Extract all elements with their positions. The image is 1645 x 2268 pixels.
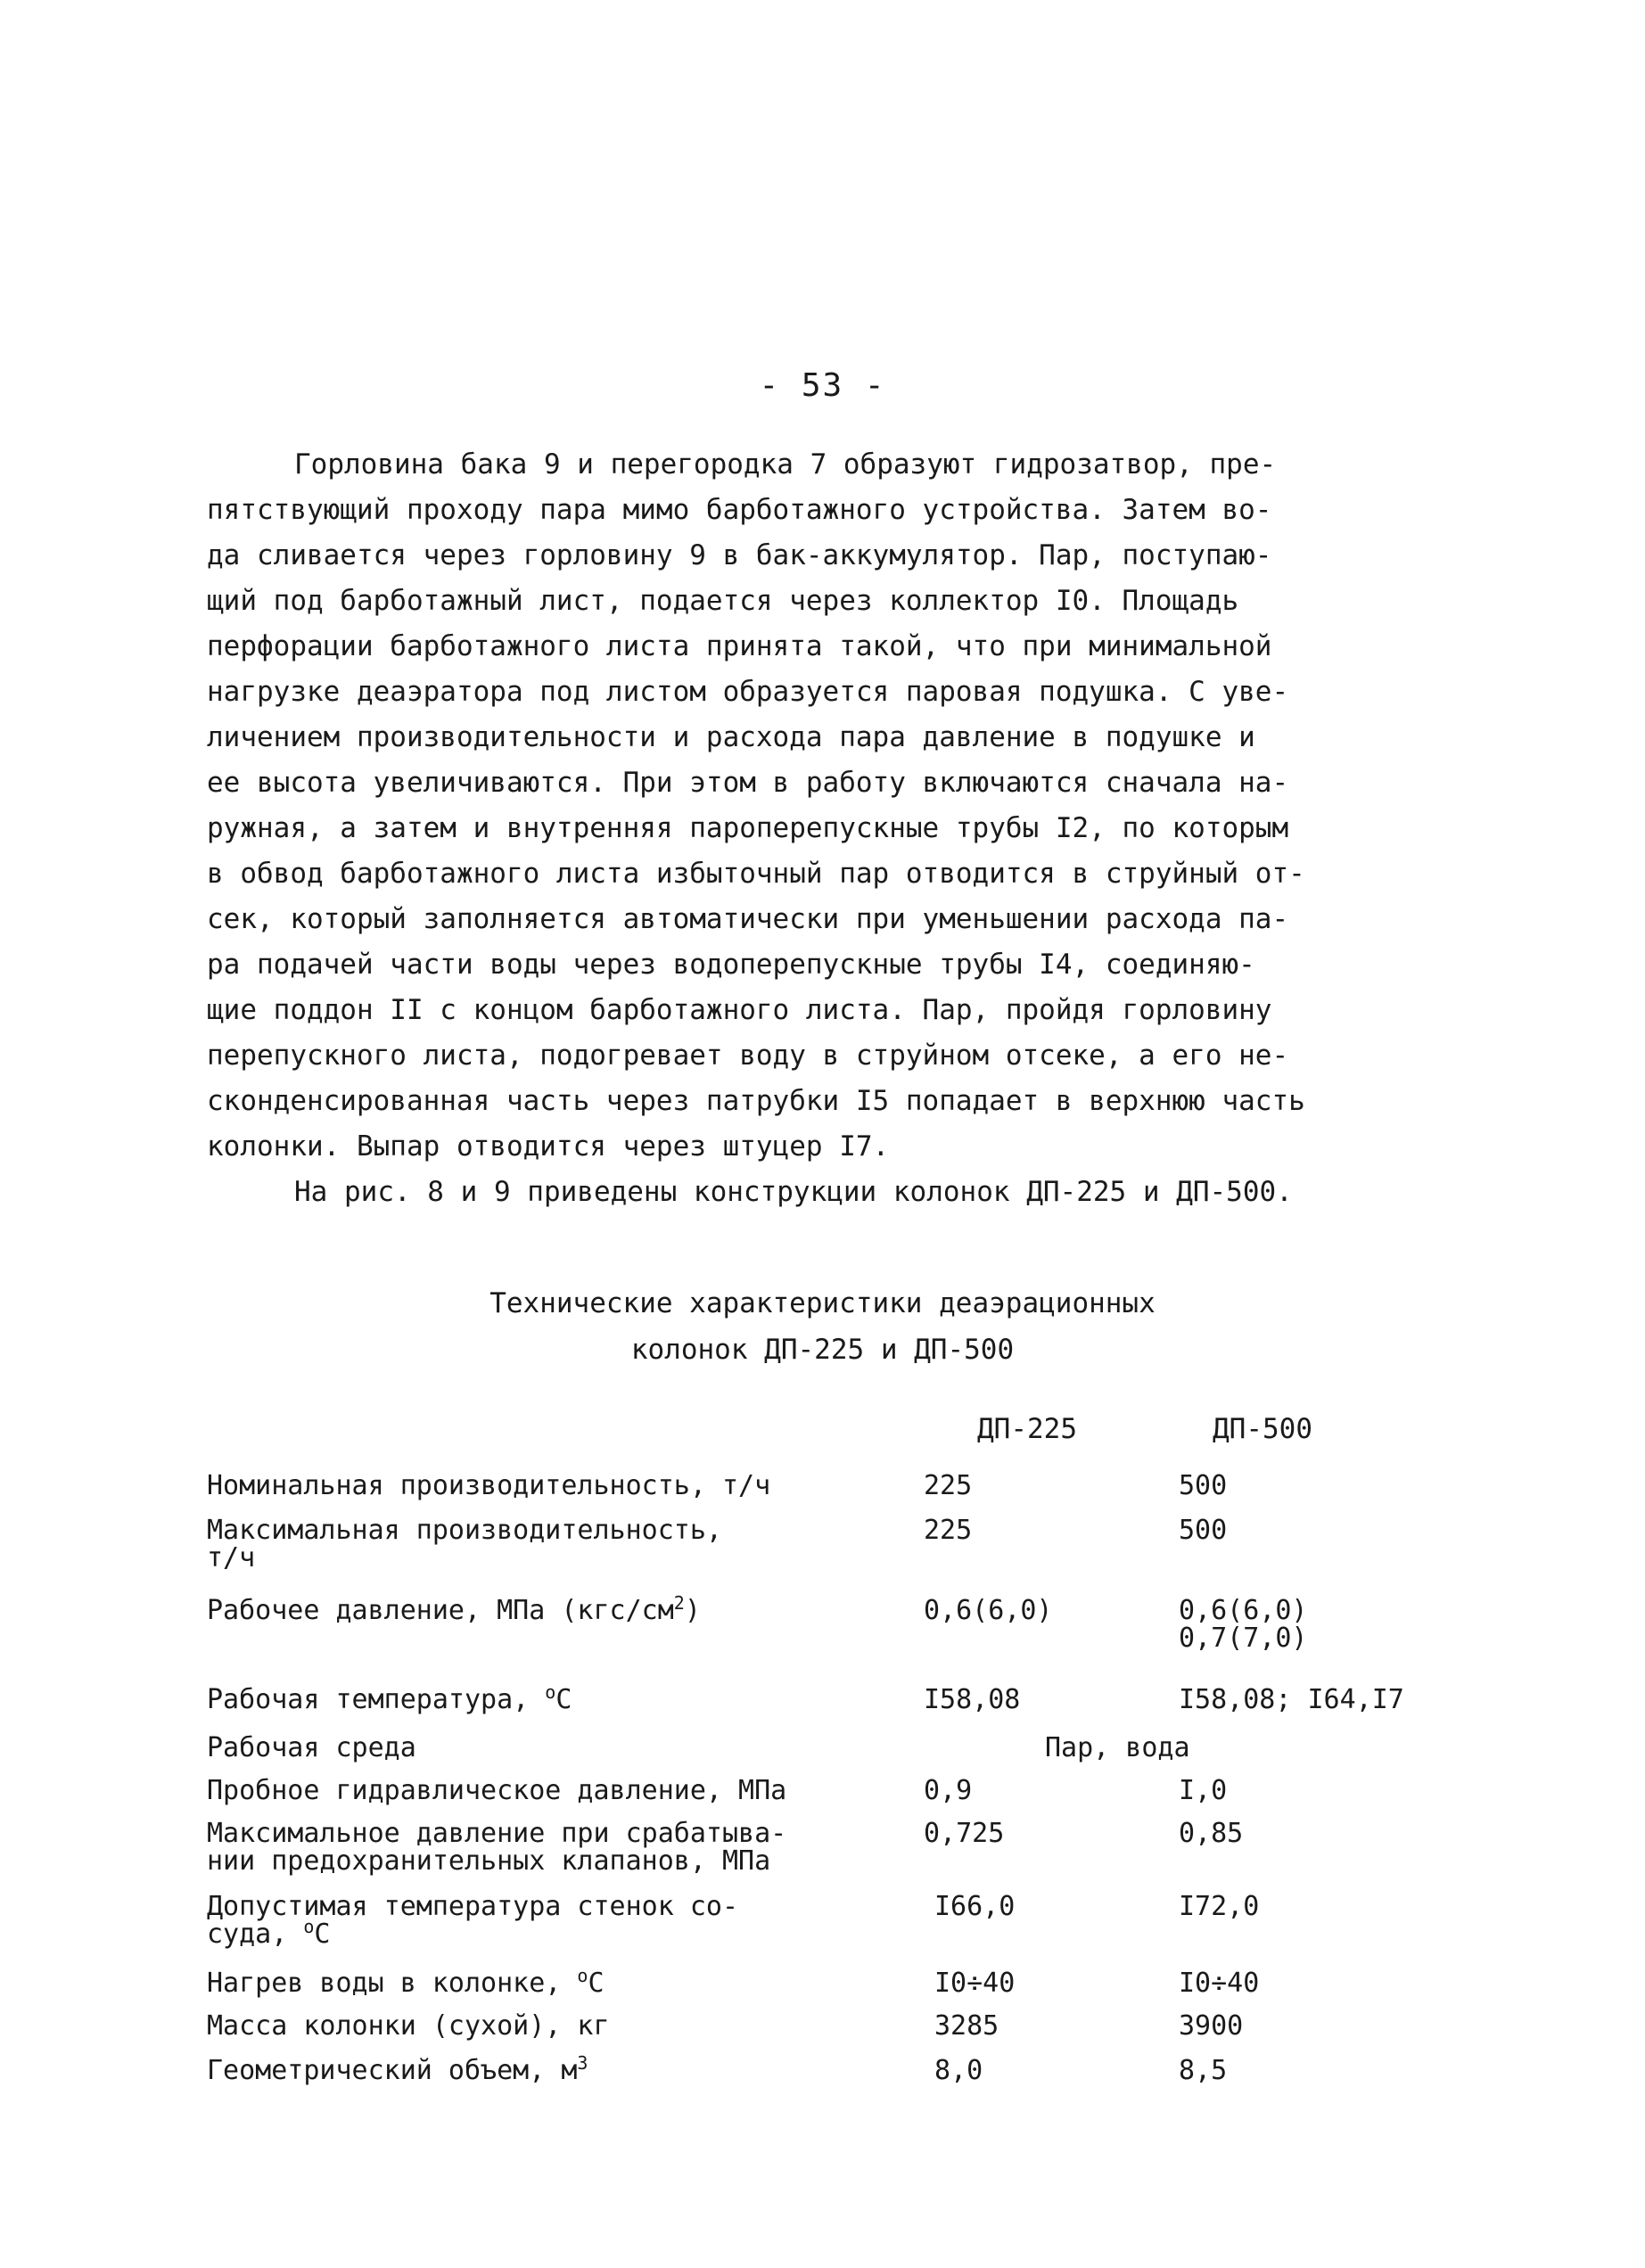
paragraph-line: щие поддон II с концом барботажного листа. Пар, пройдя горловину [207, 994, 1272, 1026]
column-header-dp500: ДП-500 [1213, 1413, 1312, 1445]
row-label-tail: С [555, 1684, 572, 1715]
row-label-text: Геометрический объем, м [207, 2055, 578, 2086]
value-dp225: I0÷40 [934, 1968, 1016, 1999]
row-label: Максимальное давление при срабатыва- нии предохранительных клапанов, МПа [207, 1818, 787, 1877]
paragraph-line: колонки. Выпар отводится через штуцер I7. [207, 1130, 890, 1163]
value-dp225: I66,0 [934, 1891, 1016, 1922]
value-dp500: 500 [1179, 1470, 1228, 1501]
paragraph-line: перфорации барботажного листа принята такой, что при минимальной [207, 630, 1272, 662]
degree-symbol: о [545, 1681, 556, 1703]
value-dp225: 8,0 [934, 2055, 983, 2086]
value-dp225: 0,6(6,0) [924, 1595, 1053, 1626]
page-number: - 53 - [759, 367, 886, 404]
row-label: Номинальная производительность, т/ч [207, 1470, 771, 1501]
value-dp500: I72,0 [1179, 1891, 1260, 1922]
row-label: Рабочая среда [207, 1732, 416, 1763]
value-dp500: I58,08; I64,I7 [1179, 1684, 1404, 1715]
superscript: 3 [577, 2052, 588, 2074]
row-label-tail: С [314, 1919, 331, 1950]
paragraph-line: На рис. 8 и 9 приведены конструкции колонок ДП-225 и ДП-500. [294, 1176, 1293, 1208]
paragraph-line: Горловина бака 9 и перегородка 7 образуют гидрозатвор, пре- [294, 448, 1277, 481]
degree-symbol: о [303, 1916, 315, 1937]
value-dp500: 3900 [1179, 2010, 1244, 2042]
row-label: Масса колонки (сухой), кг [207, 2010, 610, 2042]
paragraph-line: пятствующий проходу пара мимо барботажного устройства. Затем во- [207, 494, 1272, 526]
value-dp225: 225 [924, 1515, 973, 1546]
paragraph-line: перепускного листа, подогревает воду в струйном отсеке, а его не- [207, 1040, 1289, 1072]
value-dp500: 0,6(6,0) 0,7(7,0) [1179, 1595, 1308, 1654]
value-dp225: 0,725 [924, 1818, 1005, 1849]
table-title [0, 1280, 1645, 1373]
value-dp225: I58,08 [924, 1684, 1021, 1715]
value-dp500: 8,5 [1179, 2055, 1228, 2086]
value-dp500: 0,85 [1179, 1818, 1244, 1849]
paragraph-line: да сливается через горловину 9 в бак-аккумулятор. Пар, поступаю- [207, 539, 1272, 571]
value-dp500: I,0 [1179, 1775, 1228, 1806]
row-label-text: Допустимая температура стенок со- суда, [207, 1891, 739, 1950]
degree-symbol: о [577, 1965, 588, 1986]
row-label [207, 1965, 911, 1999]
paragraph-line: нагрузке деаэратора под листом образуется паровая подушка. С уве- [207, 676, 1289, 708]
row-label [207, 1893, 911, 1948]
paragraph-line: ружная, а затем и внутренняя пароперепускные трубы I2, по которым [207, 812, 1289, 844]
paragraph-line: ее высота увеличиваются. При этом в работу включаются сначала на- [207, 767, 1289, 799]
row-label-tail: ) [684, 1595, 701, 1626]
row-label-text: Нагрев воды в колонке, [207, 1968, 578, 1999]
table-title-line-1: Технические характеристики деаэрационных [489, 1287, 1156, 1319]
row-label: Максимальная производительность, т/ч [207, 1515, 722, 1574]
paragraph-line: сек, который заполняется автоматически при уменьшении расхода па- [207, 903, 1289, 935]
row-label-text: Рабочая температура, [207, 1684, 546, 1715]
value-dp225: 0,9 [924, 1775, 973, 1806]
paragraph-line: личением производительности и расхода пара давление в подушке и [207, 721, 1255, 753]
row-label-text: Рабочее давление, МПа (кгс/см [207, 1595, 674, 1626]
column-header-dp225: ДП-225 [977, 1413, 1077, 1445]
value-dp500: I0÷40 [1179, 1968, 1260, 1999]
row-label: Пробное гидравлическое давление, МПа [207, 1775, 787, 1806]
paragraph-line: сконденсированная часть через патрубки I5 попадает в верхнюю часть [207, 1085, 1305, 1117]
body-text [207, 442, 1455, 1215]
row-label-tail: С [588, 1968, 605, 1999]
value-dp500: 500 [1179, 1515, 1228, 1546]
value-dp225: 225 [924, 1470, 973, 1501]
row-label [207, 1681, 911, 1715]
row-label [207, 1592, 911, 1626]
value-merged: Пар, вода [1045, 1732, 1190, 1763]
paragraph-line: ра подачей части воды через водоперепускные трубы I4, соединяю- [207, 949, 1255, 981]
value-dp225: 3285 [934, 2010, 999, 2042]
paragraph-line: в обвод барботажного листа избыточный пар отводится в струйный от- [207, 858, 1305, 890]
table-title-line-2: колонок ДП-225 и ДП-500 [630, 1334, 1015, 1366]
row-label [207, 2052, 911, 2086]
paragraph-line: щий под барботажный лист, подается через коллектор I0. Площадь [207, 585, 1239, 617]
superscript: 2 [673, 1592, 685, 1614]
